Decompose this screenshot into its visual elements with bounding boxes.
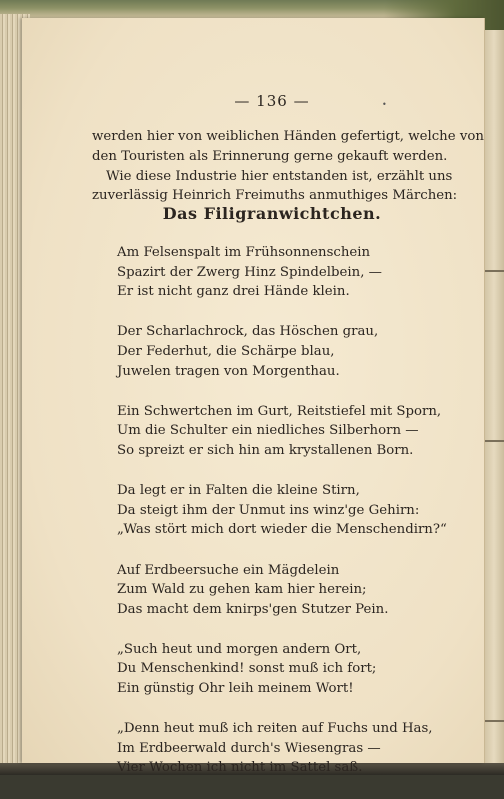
verse-line: „Denn heut muß ich reiten auf Fuchs und Has, bbox=[117, 721, 433, 737]
page-edges-right bbox=[484, 30, 504, 765]
stanza-1 bbox=[117, 243, 457, 302]
verse-line: Auf Erdbeersuche ein Mägdelein bbox=[117, 562, 340, 578]
verse-line: Um die Schulter ein niedliches Silberhorn — bbox=[117, 423, 419, 439]
verse-line: Er ist nicht ganz drei Hände klein. bbox=[117, 284, 350, 300]
verse-line: „Was stört mich dort wieder die Menschendirn?“ bbox=[117, 522, 447, 538]
verse-line: Da legt er in Falten die kleine Stirn, bbox=[117, 483, 360, 499]
stanza-7 bbox=[117, 719, 457, 778]
stanza-3 bbox=[117, 402, 457, 461]
verse-line: Im Erdbeerwald durch's Wiesengras — bbox=[117, 740, 381, 756]
verse-line: Du Menschenkind! sonst muß ich fort; bbox=[117, 661, 377, 677]
intro-line: zuverlässig Heinrich Freimuths anmuthiges Märchen: bbox=[92, 188, 458, 204]
verse-line: Zum Wald zu gehen kam hier herein; bbox=[117, 582, 367, 598]
verse-line: Der Scharlachrock, das Höschen grau, bbox=[117, 324, 379, 340]
verse-line: Ein Schwertchen im Gurt, Reitstiefel mit Sporn, bbox=[117, 403, 442, 419]
intro-line: den Touristen als Erinnerung gerne gekauft werden. bbox=[92, 148, 448, 164]
verse-line: Spazirt der Zwerg Hinz Spindelbein, — bbox=[117, 264, 382, 280]
edge-mark bbox=[484, 440, 504, 442]
book-top-edge bbox=[0, 0, 504, 20]
intro-line: werden hier von weiblichen Händen gefertigt, welche von bbox=[92, 129, 484, 144]
verse-line: Juwelen tragen von Morgenthau. bbox=[117, 363, 340, 379]
verse-line: So spreizt er sich hin am krystallenen Born. bbox=[117, 442, 414, 458]
stanza-2 bbox=[117, 322, 457, 381]
stanza-6 bbox=[117, 640, 457, 699]
intro-paragraph bbox=[92, 127, 484, 206]
stanza-5 bbox=[117, 561, 457, 620]
verse-line: Am Felsenspalt im Frühsonnenschein bbox=[117, 245, 371, 260]
ink-speck: • bbox=[382, 100, 387, 109]
edge-mark bbox=[484, 270, 504, 272]
poem bbox=[117, 243, 457, 799]
verse-line: Das macht dem knirps'gen Stutzer Pein. bbox=[117, 601, 389, 617]
poem-title: Das Filigranwichtchen. bbox=[162, 204, 382, 223]
verse-line: Der Federhut, die Schärpe blau, bbox=[117, 343, 335, 359]
intro-line: Wie diese Industrie hier entstanden ist, erzählt uns bbox=[106, 168, 453, 184]
edge-mark bbox=[484, 720, 504, 722]
verse-line: „Such heut und morgen andern Ort, bbox=[117, 641, 362, 657]
verse-line: Vier Wochen ich nicht im Sattel saß. bbox=[117, 760, 363, 776]
verse-line: Da steigt ihm der Unmut ins winz'ge Gehirn: bbox=[117, 502, 420, 518]
stanza-4 bbox=[117, 481, 457, 540]
verse-line: Ein günstig Ohr leih meinem Wort! bbox=[117, 681, 354, 697]
page-number: — 136 — bbox=[234, 92, 310, 110]
